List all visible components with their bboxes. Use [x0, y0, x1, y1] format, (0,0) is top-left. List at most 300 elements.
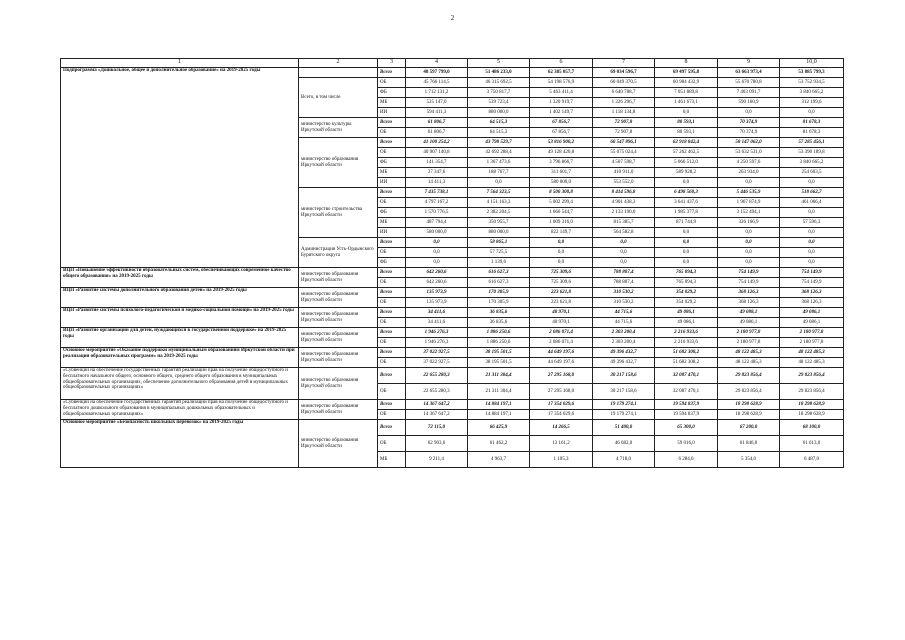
value-cell: 37 347,6 [406, 168, 468, 178]
value-cell: 0,0 [780, 238, 844, 248]
value-cell: 0,0 [780, 248, 844, 258]
value-cell: 4 250 597,6 [718, 158, 780, 168]
value-cell: 871 744,9 [655, 218, 718, 228]
value-cell: 0,0 [593, 248, 655, 258]
value-cell: 1 570 776,5 [406, 208, 468, 218]
value-cell: 0,0 [655, 228, 718, 238]
value-cell: 19 179 274,1 [593, 410, 655, 420]
program-name-cell: ВЦП «Повышение эффективности образовательных систем, обеспечивающих современное качество общего образования» на 2019-2025 годы [61, 268, 299, 288]
value-cell: 2 086 071,4 [530, 328, 593, 338]
value-cell: 539 723,4 [468, 98, 530, 108]
value-cell: 368 126,3 [718, 288, 780, 298]
value-cell: 38 195 501,5 [468, 348, 530, 358]
value-cell: 525 147,0 [406, 98, 468, 108]
table-header-row [61, 59, 844, 68]
header-cell: 7 [593, 59, 655, 68]
value-cell: 17 354 029,6 [530, 400, 593, 410]
value-cell: 410 911,0 [593, 168, 655, 178]
value-cell: 0,0 [530, 258, 593, 268]
value-cell: 45 766 114,5 [406, 78, 468, 88]
value-cell: 49 086,1 [780, 318, 844, 328]
responsible-cell: Всего, в том числе [299, 78, 378, 118]
header-cell: 10,0 [780, 59, 844, 68]
value-cell: 4 151 163,3 [468, 198, 530, 208]
value-cell: 67 856,7 [530, 128, 593, 138]
value-cell: 67 856,7 [530, 118, 593, 128]
value-cell: 80 593,1 [655, 118, 718, 128]
table-row [61, 288, 844, 298]
value-cell: 49 128 420,8 [530, 148, 593, 158]
value-cell: 312 199,6 [780, 98, 844, 108]
value-cell: 21 311 304,4 [468, 384, 530, 400]
value-cell: 37 022 927,5 [406, 348, 468, 358]
source-cell: ОБ [378, 78, 406, 88]
value-cell: 0,0 [406, 238, 468, 248]
value-cell: 34 411,6 [406, 318, 468, 328]
value-cell: 60 984 432,9 [655, 78, 718, 88]
page-number: 2 [450, 14, 455, 22]
source-cell: Всего [378, 118, 406, 128]
source-cell: ОБ [378, 318, 406, 328]
value-cell: 81 678,3 [780, 128, 844, 138]
responsible-cell: министерство образования Иркутской области [299, 288, 378, 308]
value-cell: 49 396 432,7 [593, 358, 655, 368]
value-cell: 80 593,1 [655, 128, 718, 138]
value-cell: 36 835,6 [468, 308, 530, 318]
value-cell: 725 309,6 [530, 268, 593, 278]
source-cell: ОБ [378, 298, 406, 308]
value-cell: 1 886 250,6 [468, 338, 530, 348]
value-cell: 60 547 896,1 [593, 138, 655, 148]
value-cell: 3 796 866,7 [530, 158, 593, 168]
value-cell: 2 180 977,8 [780, 328, 844, 338]
value-cell: 32 087 470,1 [655, 368, 718, 384]
value-cell: 170 305,9 [468, 288, 530, 298]
value-cell: 0,0 [780, 208, 844, 218]
value-cell: 754 149,9 [780, 268, 844, 278]
value-cell: 0,0 [530, 238, 593, 248]
header-cell: 4 [406, 59, 468, 68]
value-cell: 49 086,1 [655, 318, 718, 328]
value-cell: 6 487,0 [780, 452, 844, 468]
source-cell: Всего [378, 348, 406, 358]
table-row [61, 68, 844, 78]
value-cell: 518 662,7 [780, 188, 844, 198]
value-cell: 1 402 149,7 [530, 108, 593, 118]
value-cell: 1 320 919,7 [530, 98, 593, 108]
source-cell: ОБ [378, 128, 406, 138]
value-cell: 53 816 900,2 [530, 138, 593, 148]
value-cell: 61 806,7 [406, 128, 468, 138]
value-cell: 0,0 [655, 258, 718, 268]
source-cell: ОБ [378, 338, 406, 348]
value-cell: 14 266,5 [530, 420, 593, 436]
value-cell: 2 180 977,8 [718, 328, 780, 338]
value-cell: 765 094,3 [655, 278, 718, 288]
value-cell: 14 884 197,1 [468, 400, 530, 410]
value-cell: 589 928,2 [655, 168, 718, 178]
value-cell: 0,0 [780, 228, 844, 238]
value-cell: 61 613,0 [780, 436, 844, 452]
program-name-cell: Основное мероприятие «Оказание поддержки муниципальным образованиям Иркутской области при реализации образовательных программ» на 2019-2025 годы [61, 348, 299, 368]
source-cell: ОБ [378, 198, 406, 208]
value-cell: 880 000,0 [468, 108, 530, 118]
value-cell: 0,0 [655, 248, 718, 258]
source-cell: МБ [378, 168, 406, 178]
header-cell: 5 [468, 59, 530, 68]
value-cell: 0,0 [718, 178, 780, 188]
responsible-cell: министерство строительства Иркутской области [299, 188, 378, 238]
source-cell: ОБ [378, 384, 406, 400]
program-name-cell: Подпрограмма «Дошкольное, общее и дополнительное образование» на 2019-2025 годы [61, 68, 299, 268]
value-cell: 5 066 512,0 [655, 158, 718, 168]
value-cell: 21 311 304,4 [468, 368, 530, 384]
value-cell: 53 632 531,0 [718, 148, 780, 158]
source-cell: ОБ [378, 436, 406, 452]
responsible-cell: министерство образования Иркутской области [299, 138, 378, 188]
source-cell: ФБ [378, 208, 406, 218]
value-cell: 67 200,0 [718, 420, 780, 436]
value-cell: 18 298 628,9 [718, 410, 780, 420]
value-cell: 0,0 [718, 228, 780, 238]
value-cell: 311 601,7 [530, 168, 593, 178]
value-cell: 1 226 296,7 [593, 98, 655, 108]
header-cell: 9 [718, 59, 780, 68]
value-cell: 1 666 544,7 [530, 208, 593, 218]
value-cell: 2 180 977,8 [718, 338, 780, 348]
program-name-cell: ВЦП «Развитие системы дополнительного образования детей» на 2019-2025 годы [61, 288, 299, 308]
value-cell: 13 161,2 [530, 436, 593, 452]
value-cell: 368 126,3 [780, 298, 844, 308]
value-cell: 7 564 323,5 [468, 188, 530, 198]
source-cell: ИИ [378, 108, 406, 118]
value-cell: 580 000,0 [406, 228, 468, 238]
value-cell: 57 725,5 [468, 248, 530, 258]
value-cell: 49 088,1 [718, 308, 780, 318]
value-cell: 18 298 628,9 [780, 410, 844, 420]
value-cell: 57 596,3 [780, 218, 844, 228]
source-cell: ФБ [378, 88, 406, 98]
table-row [61, 308, 844, 318]
value-cell: 326 166,9 [718, 218, 780, 228]
value-cell: 14 411,3 [406, 178, 468, 188]
value-cell: 48 122 485,3 [718, 348, 780, 358]
value-cell: 14 367 647,2 [406, 400, 468, 410]
value-cell: 18 298 628,9 [780, 400, 844, 410]
value-cell: 4 963,7 [468, 452, 530, 468]
value-cell: 58 865,1 [468, 238, 530, 248]
value-cell: 29 823 856,4 [780, 384, 844, 400]
value-cell: 51 486 233,0 [468, 68, 530, 78]
value-cell: 0,0 [718, 238, 780, 248]
value-cell: 5 354,0 [718, 452, 780, 468]
value-cell: 54 198 576,9 [530, 78, 593, 88]
value-cell: 48 122 485,3 [780, 358, 844, 368]
source-cell: ОБ [378, 410, 406, 420]
source-cell: ИИ [378, 178, 406, 188]
value-cell: 64 515,3 [468, 118, 530, 128]
value-cell: 37 022 927,5 [406, 358, 468, 368]
table-row [61, 268, 844, 278]
source-cell: МБ [378, 218, 406, 228]
value-cell: 2 180 977,8 [780, 338, 844, 348]
value-cell: 53 752 934,5 [780, 78, 844, 88]
value-cell: 48 122 485,3 [780, 348, 844, 358]
source-cell: Всего [378, 420, 406, 436]
value-cell: 4 901 438,3 [593, 198, 655, 208]
value-cell: 61 462,2 [468, 436, 530, 452]
value-cell: 1 367 473,6 [468, 158, 530, 168]
value-cell: 63 663 973,4 [718, 68, 780, 78]
value-cell: 1 946 276,3 [406, 338, 468, 348]
program-name-cell: ВЦП «Развитие системы психолого-педагогической и медико-социальной помощи» на 2019-2025 годы [61, 308, 299, 328]
value-cell: 51 682 308,2 [655, 358, 718, 368]
value-cell: 642 260,6 [406, 268, 468, 278]
value-cell: 18 298 628,9 [718, 400, 780, 410]
source-cell: ОБ [378, 278, 406, 288]
value-cell: 70 374,9 [718, 128, 780, 138]
value-cell: 1 118 134,8 [593, 108, 655, 118]
value-cell: 0,0 [530, 248, 593, 258]
value-cell: 616 627,3 [468, 268, 530, 278]
value-cell: 46 315 692,5 [468, 78, 530, 88]
value-cell: 754 149,9 [718, 278, 780, 288]
value-cell: 72 907,8 [593, 118, 655, 128]
value-cell: 788 807,4 [593, 268, 655, 278]
value-cell: 46 682,0 [593, 436, 655, 452]
value-cell: 59 016,0 [655, 436, 718, 452]
value-cell: 754 149,9 [780, 278, 844, 288]
value-cell: 29 823 856,4 [718, 368, 780, 384]
value-cell: 8 500 300,8 [530, 188, 593, 198]
value-cell: 49 086,1 [780, 308, 844, 318]
value-cell: 263 934,0 [718, 168, 780, 178]
source-cell: Всего [378, 138, 406, 148]
value-cell: 616 627,3 [468, 278, 530, 288]
value-cell: 354 029,2 [655, 298, 718, 308]
value-cell: 81 678,3 [780, 118, 844, 128]
value-cell: 822 149,7 [530, 228, 593, 238]
responsible-cell: министерство образования Иркутской области [299, 348, 378, 368]
value-cell: 2 216 933,6 [655, 338, 718, 348]
value-cell: 3 840 665,2 [780, 88, 844, 98]
value-cell: 49 396 432,7 [593, 348, 655, 358]
value-cell: 4 797 167,2 [406, 198, 468, 208]
value-cell: 55 075 024,4 [593, 148, 655, 158]
value-cell: 0,0 [718, 258, 780, 268]
value-cell: 0,0 [655, 238, 718, 248]
value-cell: 7 435 738,1 [406, 188, 468, 198]
value-cell: 9 211,4 [406, 452, 468, 468]
value-cell: 30 217 158,6 [593, 384, 655, 400]
source-cell: ФБ [378, 158, 406, 168]
program-name-cell: Основное мероприятие «Безопасность школьных перевозок» на 2019-2025 годы [61, 420, 299, 468]
value-cell: 2 382 204,5 [468, 208, 530, 218]
value-cell: 72 115,0 [406, 420, 468, 436]
value-cell: 590 160,9 [718, 98, 780, 108]
value-cell: 754 149,9 [718, 268, 780, 278]
value-cell: 553 552,0 [593, 178, 655, 188]
value-cell: 70 374,9 [718, 118, 780, 128]
value-cell: 725 309,6 [530, 278, 593, 288]
value-cell: 64 515,3 [468, 128, 530, 138]
source-cell: Всего [378, 308, 406, 318]
value-cell: 487 794,4 [406, 218, 468, 228]
value-cell: 29 823 856,4 [718, 384, 780, 400]
value-cell: 350 955,7 [468, 218, 530, 228]
value-cell: 0,0 [406, 258, 468, 268]
value-cell: 19 179 274,1 [593, 400, 655, 410]
value-cell: 0,0 [780, 178, 844, 188]
value-cell: 2 303 200,4 [593, 328, 655, 338]
responsible-cell: министерство культуры Иркутской области [299, 118, 378, 138]
value-cell: 43 798 529,7 [468, 138, 530, 148]
value-cell: 14 367 647,2 [406, 410, 468, 420]
value-cell: 19 594 837,9 [655, 400, 718, 410]
value-cell: 48 122 485,3 [718, 358, 780, 368]
source-cell: ОБ [378, 358, 406, 368]
value-cell: 27 295 168,0 [530, 384, 593, 400]
value-cell: 51 400,0 [593, 420, 655, 436]
value-cell: 55 670 780,8 [718, 78, 780, 88]
value-cell: 2 303 200,4 [593, 338, 655, 348]
value-cell: 29 823 856,4 [780, 368, 844, 384]
source-cell: МБ [378, 452, 406, 468]
value-cell: 17 354 029,6 [530, 410, 593, 420]
responsible-cell: Администрация Усть-Ордынского Бурятского округа [299, 238, 378, 268]
value-cell: 38 195 501,5 [468, 358, 530, 368]
responsible-cell: министерство образования Иркутской области [299, 420, 378, 468]
value-cell: 5 446 535,9 [718, 188, 780, 198]
value-cell: 0,0 [718, 108, 780, 118]
value-cell: 0,0 [780, 108, 844, 118]
value-cell: 57 262 462,5 [655, 148, 718, 158]
value-cell: 2 086 071,4 [530, 338, 593, 348]
value-cell: 40 970,1 [530, 318, 593, 328]
value-cell: 62 918 842,4 [655, 138, 718, 148]
value-cell: 0,0 [593, 258, 655, 268]
value-cell: 57 285 456,1 [780, 138, 844, 148]
value-cell: 5 463 411,4 [530, 88, 593, 98]
value-cell: 1 712 131,2 [406, 88, 468, 98]
value-cell: 36 835,6 [468, 318, 530, 328]
source-cell: Всего [378, 188, 406, 198]
value-cell: 41 100 254,2 [406, 138, 468, 148]
value-cell: 40 970,1 [530, 308, 593, 318]
value-cell: 188 767,7 [468, 168, 530, 178]
value-cell: 58 147 062,0 [718, 138, 780, 148]
program-name-cell: ВЦП «Развитие организаций для детей, нуждающихся в государственной поддержке» на 2019-2025 годы [61, 328, 299, 348]
source-cell: Всего [378, 68, 406, 78]
value-cell: 0,0 [468, 178, 530, 188]
header-cell: 2 [299, 59, 378, 68]
table-row [61, 368, 844, 384]
value-cell: 0,0 [718, 248, 780, 258]
value-cell: 19 594 837,9 [655, 410, 718, 420]
value-cell: 368 126,3 [718, 298, 780, 308]
value-cell: 310 530,2 [593, 288, 655, 298]
value-cell: 14 884 197,1 [468, 410, 530, 420]
value-cell: 44 649 197,6 [530, 358, 593, 368]
source-cell: Всего [378, 368, 406, 384]
value-cell: 3 840 665,2 [780, 158, 844, 168]
value-cell: 1 946 276,3 [406, 328, 468, 338]
value-cell: 135 973,9 [406, 298, 468, 308]
value-cell: 53 885 799,3 [780, 68, 844, 78]
value-cell: 6 284,0 [655, 452, 718, 468]
program-name-cell: «Субвенции на обеспечение государственных гарантий реализации прав на получение общедоступного и бесплатного начального общего, основного общего, среднего общего образования в муниципальных общеобразовательных организациях, обеспечение дополнительного образования детей в муниципальных общеобразовательных организациях» [61, 368, 299, 400]
value-cell: 2 133 190,0 [593, 208, 655, 218]
value-cell: 1 886 250,6 [468, 328, 530, 338]
value-cell: 4 507 598,7 [593, 158, 655, 168]
value-cell: 0,0 [593, 238, 655, 248]
value-cell: 1 461 673,1 [655, 98, 718, 108]
value-cell: 223 621,8 [530, 288, 593, 298]
value-cell: 44 649 197,6 [530, 348, 593, 358]
value-cell: 49 086,1 [655, 308, 718, 318]
value-cell: 48 597 799,0 [406, 68, 468, 78]
value-cell: 3 152 494,1 [718, 208, 780, 218]
value-cell: 32 087 470,1 [655, 384, 718, 400]
value-cell: 53 390 189,8 [780, 148, 844, 158]
value-cell: 44 715,6 [593, 318, 655, 328]
value-cell: 62 385 057,7 [530, 68, 593, 78]
value-cell: 5 002 299,4 [530, 198, 593, 208]
value-cell: 27 295 168,0 [530, 368, 593, 384]
value-cell: 254 603,5 [780, 168, 844, 178]
value-cell: 1 009 316,0 [530, 218, 593, 228]
value-cell: 22 655 280,3 [406, 368, 468, 384]
budget-table [60, 58, 844, 468]
value-cell: 580 000,0 [530, 178, 593, 188]
value-cell: 69 034 596,7 [593, 68, 655, 78]
value-cell: 0,0 [406, 248, 468, 258]
value-cell: 0,0 [780, 258, 844, 268]
header-cell: 3 [378, 59, 406, 68]
value-cell: 22 655 280,3 [406, 384, 468, 400]
value-cell: 1 967 874,9 [718, 198, 780, 208]
source-cell: Всего [378, 268, 406, 278]
value-cell: 68 100,0 [780, 420, 844, 436]
value-cell: 594 411,3 [406, 108, 468, 118]
value-cell: 461 066,4 [780, 198, 844, 208]
responsible-cell: министерство образования Иркутской области [299, 328, 378, 348]
value-cell: 49 086,1 [718, 318, 780, 328]
value-cell: 368 126,3 [780, 288, 844, 298]
value-cell: 3 750 817,7 [468, 88, 530, 98]
source-cell: Всего [378, 328, 406, 338]
value-cell: 40 907 140,8 [406, 148, 468, 158]
value-cell: 7 051 889,8 [655, 88, 718, 98]
value-cell: 788 807,4 [593, 278, 655, 288]
value-cell: 642 260,6 [406, 278, 468, 288]
program-name-cell: «Субвенции на обеспечение государственных гарантий реализации прав на получение общедоступного и бесплатного дошкольного образования в муниципальных дошкольных образовательных и общеобразовательных организациях» [61, 400, 299, 420]
value-cell: 61 806,7 [406, 118, 468, 128]
source-cell: ОБ [378, 248, 406, 258]
table-row [61, 420, 844, 436]
value-cell: 66 425,9 [468, 420, 530, 436]
header-cell: 1 [61, 59, 299, 68]
source-cell: ФБ [378, 258, 406, 268]
value-cell: 7 403 091,7 [718, 88, 780, 98]
value-cell: 354 029,2 [655, 288, 718, 298]
header-cell: 6 [530, 59, 593, 68]
value-cell: 4 718,0 [593, 452, 655, 468]
value-cell: 0,0 [655, 108, 718, 118]
value-cell: 44 715,6 [593, 308, 655, 318]
value-cell: 765 094,3 [655, 268, 718, 278]
source-cell: ИИ [378, 228, 406, 238]
